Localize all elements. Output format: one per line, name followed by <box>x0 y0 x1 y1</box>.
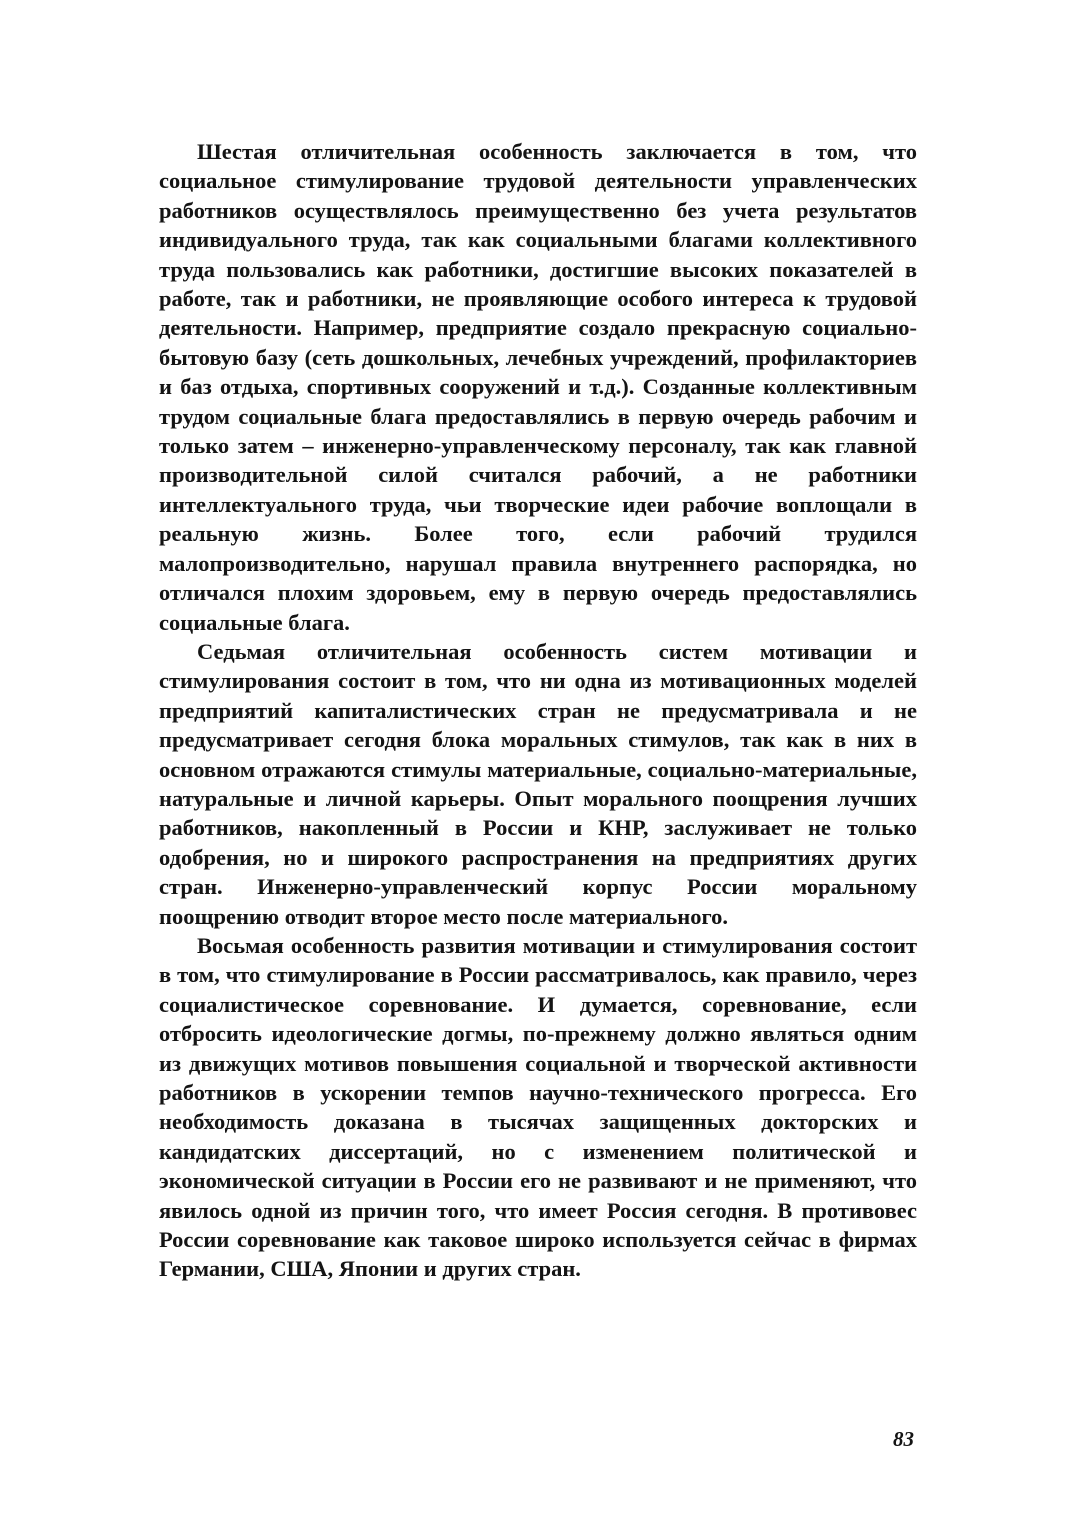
paragraph-sixth-feature: Шестая отличительная особенность заключается в том, что социальное стимулирование трудовой деятельности управленческих работников осуществлялось преимущественно без учета результатов индивидуального труда, так как социальными благами коллективного труда пользовались как работники, достигшие высоких показателей в работе, так и работники, не проявляющие особого интереса к трудовой деятельности. Например, предприятие создало прекрасную социально-бытовую базу (сеть дошкольных, лечебных учреждений, профилакториев и баз отдыха, спортивных сооружений и т.д.). Созданные коллективным трудом социальные блага предоставлялись в первую очередь рабочим и только затем – инженерно-управленческому персоналу, так как главной производительной силой считался рабочий, а не работники интеллектуального труда, чьи творческие идеи рабочие воплощали в реальную жизнь. Более того, если рабочий трудился малопроизводительно, нарушал правила внутреннего распорядка, но отличался плохим здоровьем, ему в первую очередь предоставлялись социальные блага. <box>159 139 917 635</box>
paragraph-eighth-feature: Восьмая особенность развития мотивации и стимулирования состоит в том, что стимулирование в России рассматривалось, как правило, через социалистическое соревнование. И думается, соревнование, если отбросить идеологические догмы, по-прежнему должно являться одним из движущих мотивов повышения социальной и творческой активности работников в ускорении темпов научно-технического прогресса. Его необходимость доказана в тысячах защищенных докторских и кандидатских диссертаций, но с изменением политической и экономической ситуации в России его не развивают и не применяют, что явилось одной из причин того, что имеет Россия сегодня. В противовес России соревнование как таковое широко используется сейчас в фирмах Германии, США, Японии и других стран. <box>159 932 917 1282</box>
page-number: 83 <box>893 1427 914 1451</box>
body-text <box>159 137 917 1284</box>
paragraph-seventh-feature: Седьмая отличительная особенность систем мотивации и стимулирования состоит в том, что ни одна из мотивационных моделей предприятий капиталистических стран не предусматривала и не предусматривает сегодня блока моральных стимулов, так как в них в основном отражаются стимулы материальные, социально-материальные, натуральные и личной карьеры. Опыт морального поощрения лучших работников, накопленный в России и КНР, заслуживает не только одобрения, но и широкого распространения на предприятиях других стран. Инженерно-управленческий корпус России моральному поощрению отводит второе место после материального. <box>159 638 917 929</box>
